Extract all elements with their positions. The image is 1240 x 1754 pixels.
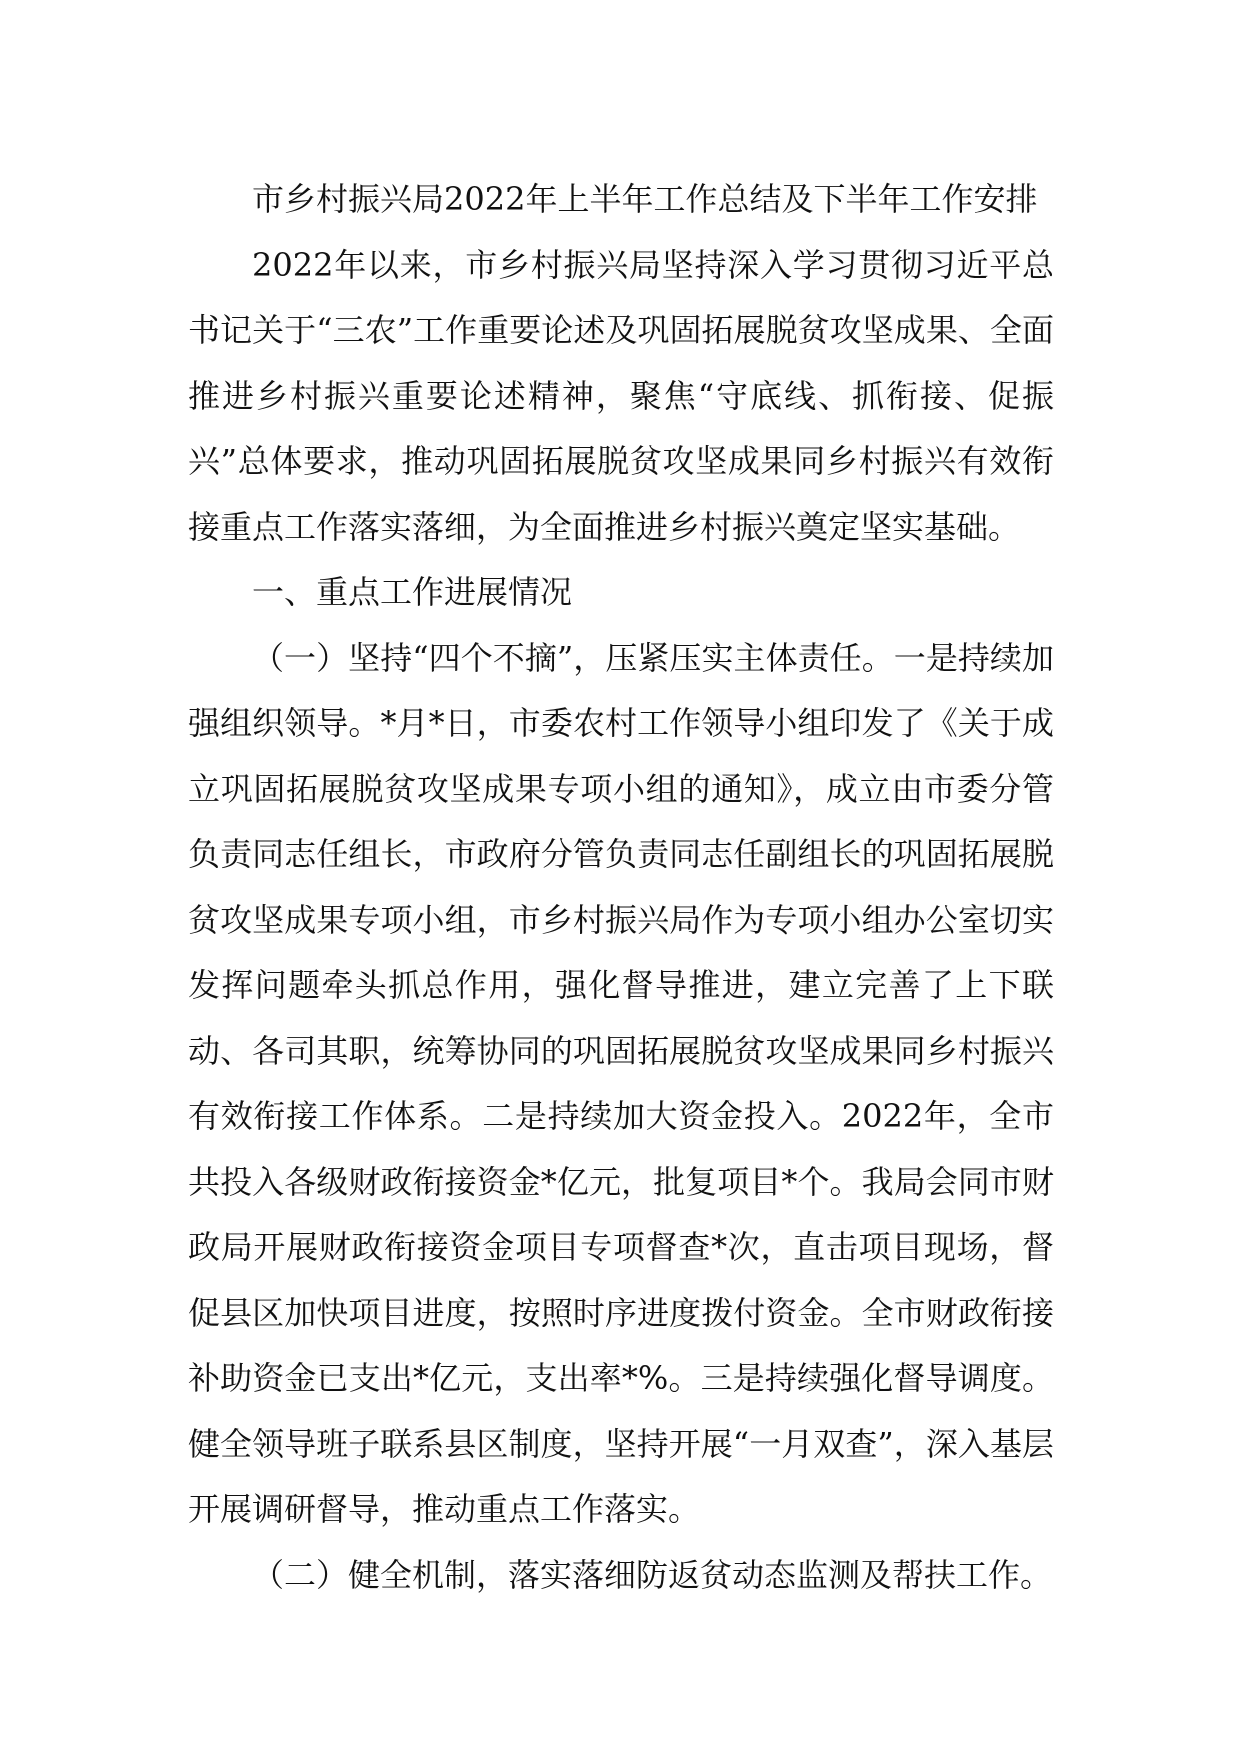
section-item-2-paragraph: （二）健全机制，落实落细防返贫动态监测及帮扶工作。 (252, 1555, 1053, 1594)
section-heading: 一、重点工作进展情况 (252, 573, 573, 611)
intro-paragraph: 2022年以来，市乡村振兴局坚持深入学习贯彻习近平总书记关于“三农”工作重要论述及巩固拓展脱贫攻坚成果、全面推进乡村振兴重要论述精神，聚焦“守底线、抓衔接、促振兴”总体要求，推动巩固拓展脱贫攻坚成果同乡村振兴有效衔接重点工作落实落细，为全面推进乡村振兴奠定坚实基础。 (188, 245, 1054, 546)
document-body (188, 167, 1054, 1608)
document-title: 市乡村振兴局2022年上半年工作总结及下半年工作安排 (252, 180, 1038, 218)
section-item-1-paragraph: （一）坚持“四个不摘”，压紧压实主体责任。一是持续加强组织领导。*月*日，市委农村工作领导小组印发了《关于成立巩固拓展脱贫攻坚成果专项小组的通知》，成立由市委分管负责同志任组长，市政府分管负责同志任副组长的巩固拓展脱贫攻坚成果专项小组，市乡村振兴局作为专项小组办公室切实发挥问题牵头抓总作用，强化督导推进，建立完善了上下联动、各司其职，统筹协同的巩固拓展脱贫攻坚成果同乡村振兴有效衔接工作体系。二是持续加大资金投入。2022年，全市共投入各级财政衔接资金*亿元，批复项目*个。我局会同市财政局开展财政衔接资金项目专项督查*次，直击项目现场，督促县区加快项目进度，按照时序进度拨付资金。全市财政衔接补助资金已支出*亿元，支出率*%。三是持续强化督导调度。健全领导班子联系县区制度，坚持开展“一月双查”，深入基层开展调研督导，推动重点工作落实。 (188, 638, 1054, 1528)
